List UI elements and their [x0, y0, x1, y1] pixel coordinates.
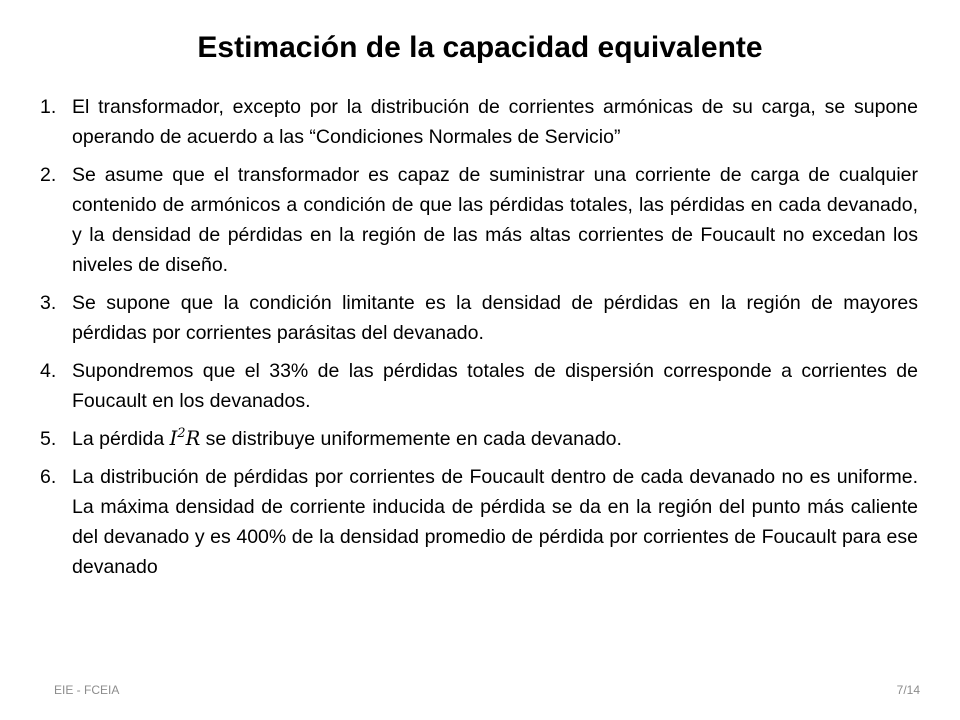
list-item-number: 6.: [40, 466, 57, 488]
footer-page-number: 7/14: [896, 683, 920, 697]
list-item: [40, 160, 918, 280]
math-base: I: [169, 427, 178, 450]
list-item-number: 5.: [40, 428, 57, 450]
math-tail: R: [185, 427, 201, 450]
list-item-number: 3.: [40, 292, 57, 314]
list-item-text: El transformador, excepto por la distribución de corrientes armónicas de su carga, se supone operando de acuerdo a las “Condiciones Normales de Servicio”: [72, 96, 918, 148]
list-item-text: Se supone que la condición limitante es la densidad de pérdidas en la región de mayores pérdidas por corrientes parásitas del devanado.: [72, 292, 918, 344]
list-item-number: 4.: [40, 360, 57, 382]
list-item-text: La distribución de pérdidas por corrientes de Foucault dentro de cada devanado no es uniforme. La máxima densidad de corriente inducida de pérdida se da en la región del punto más caliente del devanado y es 400% de la densidad promedio de pérdida por corrientes de Foucault para ese devanado: [72, 466, 918, 578]
list-item-text-after: se distribuye uniformemente en cada devanado.: [200, 428, 622, 450]
slide-title: Estimación de la capacidad equivalente: [197, 31, 763, 64]
list-item-text: Supondremos que el 33% de las pérdidas totales de dispersión corresponde a corrientes de Foucault en los devanados.: [72, 360, 918, 412]
list-item: [40, 288, 918, 348]
list-item: [40, 92, 918, 152]
list-item-text: Se asume que el transformador es capaz de suministrar una corriente de carga de cualquier contenido de armónicos a condición de que las pérdidas totales, las pérdidas en cada devanado, y la densidad de pérdidas en la región de las más altas corrientes de Foucault no excedan los niveles de diseño.: [72, 164, 918, 276]
list-item-number: 1.: [40, 96, 57, 118]
list-item-number: 2.: [40, 164, 57, 186]
list-item: [40, 356, 918, 416]
math-expression: [170, 427, 201, 450]
list-item: [40, 424, 918, 454]
list-item-text-before: La pérdida: [72, 428, 170, 450]
list-item: [40, 462, 918, 582]
math-exponent: 2: [177, 426, 186, 441]
footer-department: EIE - FCEIA: [54, 683, 120, 697]
assumptions-list: [40, 92, 918, 590]
